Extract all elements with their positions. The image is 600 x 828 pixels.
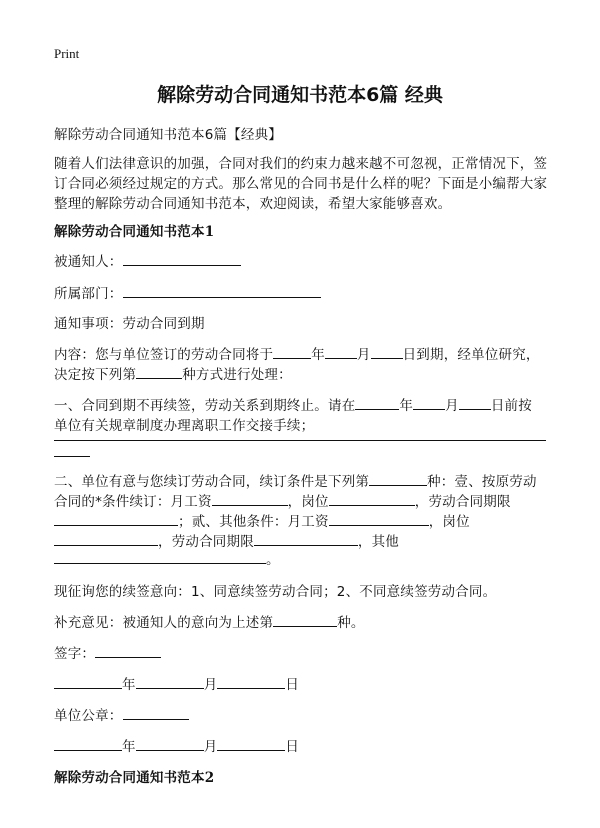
option-2-other-blank <box>54 551 266 564</box>
option-1-year-label: 年 <box>399 398 414 414</box>
inquiry-text: 现征询您的续签意向：1、同意续签劳动合同；2、不同意续签劳动合同。 <box>54 584 497 600</box>
content-text: 内容：您与单位签订的劳动合同将于 <box>54 347 274 363</box>
document-subtitle: 解除劳动合同通知书范本6篇【经典】 <box>54 127 282 143</box>
option-1-text-2: 日前按 <box>490 398 532 414</box>
option-2-choice-blank <box>369 473 427 486</box>
option-2-text-2: 种：壹、按原劳动 <box>427 474 537 490</box>
content-year-label: 年 <box>311 347 325 363</box>
department-row <box>54 282 321 302</box>
option-2-text-6: ；贰、其他条件：月工资 <box>178 514 329 530</box>
date-2-month-label: 月 <box>203 739 218 755</box>
option-2-row-1 <box>54 470 537 490</box>
option-1-row-2: 单位有关规章制度办理离职工作交接手续； <box>54 418 315 434</box>
option-2-row-5 <box>54 548 280 568</box>
section-2-heading: 解除劳动合同通知书范本2 <box>54 770 215 786</box>
date-1-month-blank <box>136 676 204 689</box>
supplement-blank <box>273 614 337 627</box>
supplement-text-2: 种。 <box>337 615 365 631</box>
date-1-day-blank <box>217 676 285 689</box>
notified-person-label: 被通知人： <box>54 254 123 270</box>
date-1-year-label: 年 <box>122 677 136 693</box>
option-2-text-4: ，岗位 <box>287 494 329 510</box>
signature-label: 签字： <box>54 646 96 662</box>
option-2-row-2 <box>54 490 511 510</box>
intro-line-3: 整理的解除劳动合同通知书范本，欢迎阅读，希望大家能够喜欢。 <box>54 196 452 212</box>
option-1-text: 一、合同到期不再续签，劳动关系到期终止。请在 <box>54 398 356 414</box>
date-2-year-blank <box>54 738 122 751</box>
option-2-text-3: 合同的*条件续订：月工资 <box>54 494 212 510</box>
option-2-text-9: ，其他 <box>357 534 400 550</box>
supplement-text: 补充意见：被通知人的意向为上述第 <box>54 615 274 631</box>
content-month-blank <box>325 346 357 359</box>
option-1-month-label: 月 <box>445 398 459 414</box>
seal-blank <box>123 707 189 720</box>
intro-line-1: 随着人们法律意识的加强，合同对我们的约束力越来越不可忽视，正常情况下，签 <box>54 156 548 172</box>
date-row-1 <box>54 673 299 693</box>
content-option-blank <box>136 366 182 379</box>
date-1-day-label: 日 <box>285 677 300 693</box>
notice-item: 通知事项：劳动合同到期 <box>54 316 205 332</box>
content-row-2 <box>54 363 292 383</box>
option-2-salary-blank <box>212 493 288 506</box>
option-2-text-7: ，岗位 <box>428 514 470 530</box>
option-2-text-10: 。 <box>266 552 280 568</box>
option-2-row-4 <box>54 530 399 550</box>
date-2-day-label: 日 <box>285 739 300 755</box>
option-2-term-blank-2 <box>254 533 358 546</box>
date-1-month-label: 月 <box>203 677 218 693</box>
content-day-blank <box>371 346 403 359</box>
content-row-1 <box>54 343 540 363</box>
signature-row <box>54 642 161 662</box>
notified-person-blank <box>123 253 241 266</box>
document-title: 解除劳动合同通知书范本6篇 经典 <box>157 84 443 106</box>
content-month-label: 月 <box>356 347 371 363</box>
option-1-month-blank <box>413 397 445 410</box>
date-2-month-blank <box>136 738 204 751</box>
option-2-position-blank-2 <box>54 533 158 546</box>
option-2-text-5: ，劳动合同期限 <box>414 494 511 510</box>
option-2-term-blank <box>54 513 178 526</box>
option-2-position-blank <box>329 493 415 506</box>
department-blank <box>123 285 321 298</box>
date-1-year-blank <box>54 676 122 689</box>
option-1-full-rule <box>54 440 546 441</box>
option-1-row-1 <box>54 394 532 414</box>
option-2-row-3 <box>54 510 470 530</box>
option-2-text-1: 二、单位有意与您续订劳动合同，续订条件是下列第 <box>54 474 370 490</box>
seal-row <box>54 704 189 724</box>
option-1-short-rule <box>54 456 90 457</box>
content-year-blank <box>273 346 311 359</box>
date-2-year-label: 年 <box>122 739 136 755</box>
content-text-4: 种方式进行处理： <box>182 367 292 383</box>
signature-blank <box>95 645 161 658</box>
section-1-heading: 解除劳动合同通知书范本1 <box>54 224 215 240</box>
date-2-day-blank <box>217 738 285 751</box>
department-label: 所属部门： <box>54 286 123 302</box>
print-label[interactable]: Print <box>54 46 80 61</box>
content-text-2: 日到期，经单位研究， <box>402 347 540 363</box>
option-2-text-8: ，劳动合同期限 <box>158 534 254 550</box>
notified-person-row <box>54 250 241 270</box>
content-text-3: 决定按下列第 <box>54 367 137 383</box>
seal-label: 单位公章： <box>54 708 123 724</box>
option-1-year-blank <box>355 397 399 410</box>
option-1-day-blank <box>459 397 491 410</box>
intro-line-2: 订合同必须经过规定的方式。那么常见的合同书是什么样的呢？下面是小编帮大家 <box>54 176 548 192</box>
date-row-2 <box>54 735 299 755</box>
supplement-row <box>54 611 365 631</box>
option-2-salary-blank-2 <box>329 513 429 526</box>
